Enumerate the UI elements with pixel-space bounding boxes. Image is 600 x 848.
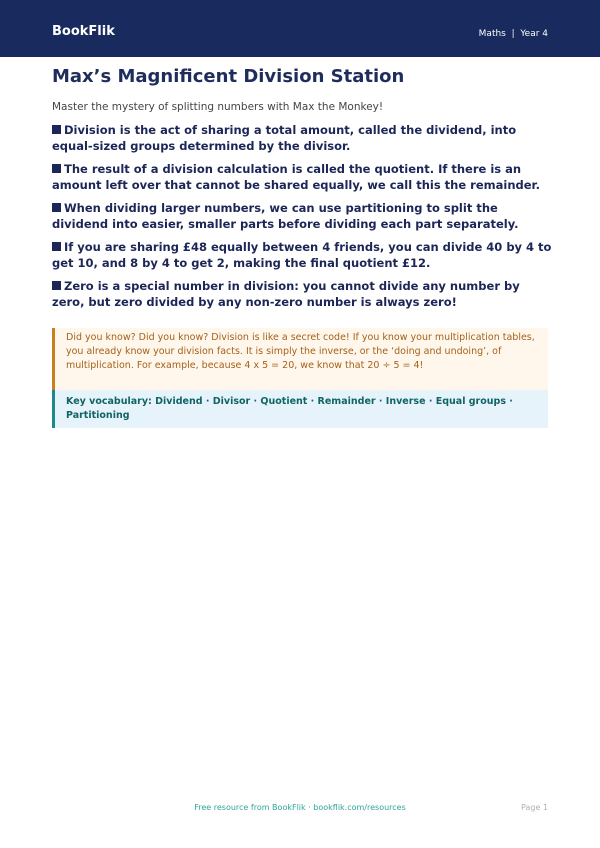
fact-text: If you are sharing £48 equally between 4 friends, you can divide 40 by 4 to get 10, and 8 by 4 to get 2, making the final quotient £12.	[52, 240, 552, 270]
fact-item	[52, 200, 552, 232]
page-title: Max’s Magnificent Division Station	[52, 66, 405, 87]
fact-item	[52, 161, 552, 193]
footer-link[interactable]: Free resource from BookFlik · bookflik.com/resources	[194, 803, 406, 812]
fact-text: Zero is a special number in division: you cannot divide any number by zero, but zero divided by any non-zero number is always zero!	[52, 279, 520, 309]
fact-item	[52, 239, 552, 271]
square-bullet-icon	[52, 242, 61, 251]
page-subtitle: Master the mystery of splitting numbers with Max the Monkey!	[52, 101, 384, 113]
square-bullet-icon	[52, 203, 61, 212]
fact-text: The result of a division calculation is called the quotient. If there is an amount left over that cannot be shared equally, we call this the remainder.	[52, 162, 540, 192]
fact-text: Division is the act of sharing a total amount, called the dividend, into equal-sized groups determined by the divisor.	[52, 123, 517, 153]
square-bullet-icon	[52, 164, 61, 173]
fact-list	[52, 122, 552, 317]
subject-year-label: Maths | Year 4	[478, 29, 548, 39]
square-bullet-icon	[52, 281, 61, 290]
brand-logo[interactable]: BookFlik	[52, 24, 115, 39]
fact-text: When dividing larger numbers, we can use partitioning to split the dividend into easier, smaller parts before dividing each part separately.	[52, 201, 519, 231]
page-number: Page 1	[521, 803, 548, 812]
did-you-know-text: Did you know? Did you know? Division is like a secret code! If you know your multiplication tables, you already know your division facts. It is simply the inverse, or the ‘doing and undoing’, of multiplication. For example, because 4 x 5 = 20, we know that 20 ÷ 5 = 4!	[66, 332, 535, 371]
info-callout	[52, 328, 548, 428]
key-vocabulary-box	[52, 390, 548, 428]
fact-item	[52, 122, 552, 154]
fact-item	[52, 278, 552, 310]
page-header	[0, 0, 600, 57]
square-bullet-icon	[52, 125, 61, 134]
did-you-know-box	[52, 328, 548, 390]
key-vocabulary-text: Key vocabulary: Dividend · Divisor · Quotient · Remainder · Inverse · Equal groups · Partitioning	[66, 396, 513, 421]
